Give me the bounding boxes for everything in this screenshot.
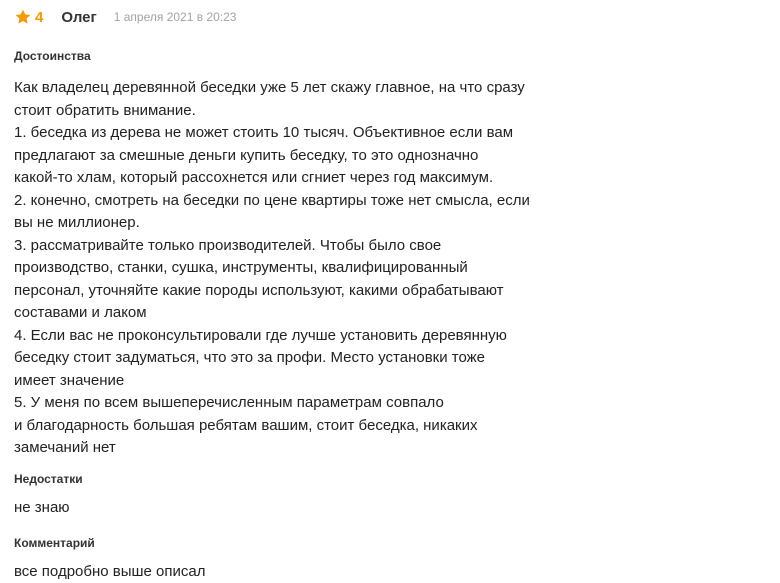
pros-text: Как владелец деревянной беседки уже 5 лет скажу главное, на что сразу стоит обратить внимание. 1. беседка из дерева не может стоить 10 тысяч. Объективное если вам предлагают за смешные деньги купить беседку, то это однозначно какой-то хлам, который рассохнется или сгниет через год максимум. 2. конечно, смотреть на беседки по цене квартиры тоже нет смысла, если вы не миллионер. 3. рассматривайте только производителей. Чтобы было свое производство, станки, сушка, инструменты, квалифицированный персонал, уточняйте какие породы используют, какими обрабатывают составами и лаком 4. Если вас не проконсультировали где лучше установить деревянную беседку стоит задуматься, что это за профи. Место установки тоже имеет значение 5. У меня по всем вышеперечисленным параметрам совпало и благодарность большая ребятам вашим, стоит беседка, никаких замечаний нет bbox=[14, 79, 530, 456]
pros-title: Достоинства bbox=[14, 49, 91, 63]
author-name[interactable]: Олег bbox=[61, 8, 97, 26]
cons-title: Недостатки bbox=[14, 472, 83, 486]
review-date: 1 апреля 2021 в 20:23 bbox=[113, 10, 237, 24]
review-card bbox=[14, 6, 574, 580]
review-header bbox=[14, 6, 574, 28]
star-icon bbox=[14, 8, 32, 26]
cons-text: не знаю bbox=[14, 499, 70, 516]
comment-text: все подробно выше описал bbox=[14, 563, 206, 580]
comment-title: Комментарий bbox=[14, 536, 95, 550]
rating-value: 4 bbox=[35, 8, 44, 26]
